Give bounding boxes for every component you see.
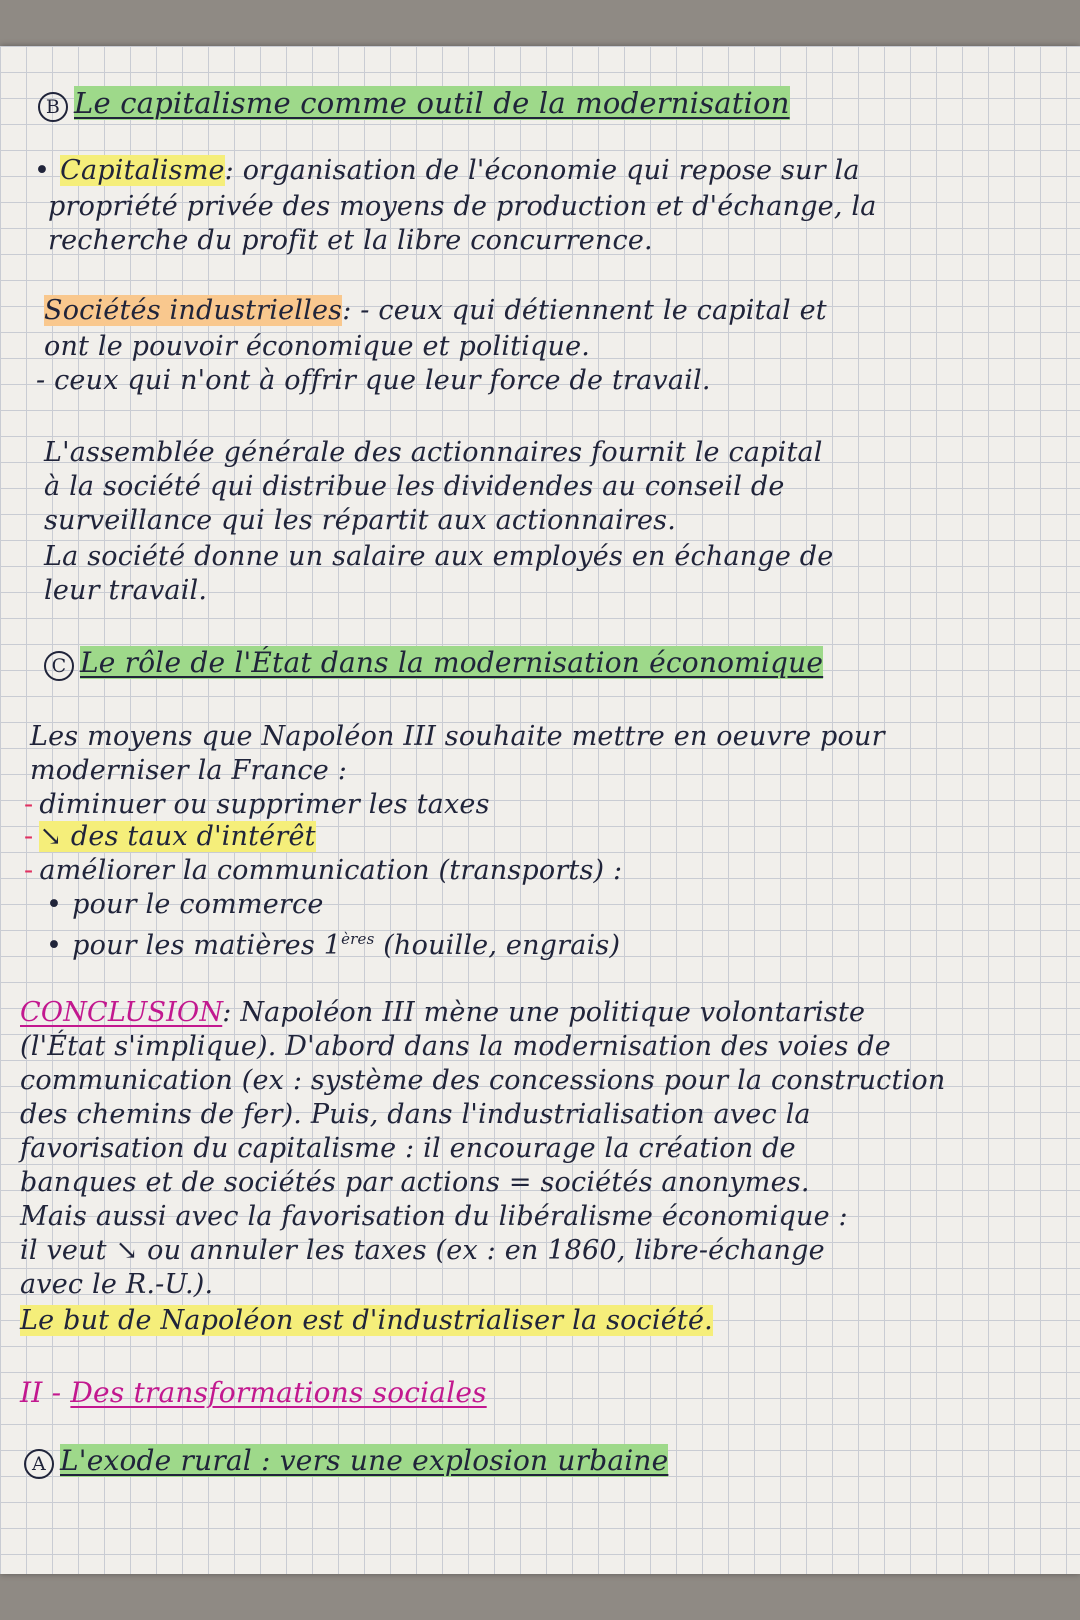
conclusion-label: CONCLUSION xyxy=(20,997,223,1028)
assemblee-line-2: à la société qui distribue les dividendes au conseil de xyxy=(44,471,785,502)
capitalisme-line-3: recherche du profit et la libre concurrence. xyxy=(48,225,653,256)
societes-line-2: ont le pouvoir économique et politique. xyxy=(44,331,591,362)
conclusion-line-1: CONCLUSION: Napoléon III mène une politique volontariste xyxy=(20,997,866,1028)
moyens-item-2: - ↘ des taux d'intérêt xyxy=(24,821,316,852)
capitalisme-line-1: • Capitalisme: organisation de l'économie qui repose sur la xyxy=(34,155,860,186)
moyens-intro-2: moderniser la France : xyxy=(30,755,347,786)
conclusion-line-10: Le but de Napoléon est d'industrialiser la société. xyxy=(20,1305,713,1336)
moyens-sub-1: • pour le commerce xyxy=(46,889,324,920)
capitalisme-line-2: propriété privée des moyens de production et d'échange, la xyxy=(48,191,877,222)
conclusion-line-9: avec le R.-U.). xyxy=(20,1269,214,1300)
conclusion-line-8: il veut ↘ ou annuler les taxes (ex : en 1860, libre-échange xyxy=(20,1235,825,1266)
section-b-heading xyxy=(38,86,790,122)
part-ii-title: Des transformations sociales xyxy=(70,1376,487,1409)
capitalisme-term: Capitalisme xyxy=(60,155,225,186)
conclusion-line-4: des chemins de fer). Puis, dans l'industrialisation avec la xyxy=(20,1099,811,1130)
conclusion-line-6: banques et de sociétés par actions = sociétés anonymes. xyxy=(20,1167,810,1198)
section-a-title: L'exode rural : vers une explosion urbaine xyxy=(60,1444,669,1477)
section-c-title: Le rôle de l'État dans la modernisation économique xyxy=(80,646,824,679)
section-a-heading xyxy=(24,1444,668,1479)
societes-line-1: Sociétés industrielles: - ceux qui détiennent le capital et xyxy=(44,295,827,326)
conclusion-line-7: Mais aussi avec la favorisation du libéralisme économique : xyxy=(20,1201,848,1232)
moyens-item-3: - améliorer la communication (transports) : xyxy=(24,855,623,886)
assemblee-line-1: L'assemblée générale des actionnaires fournit le capital xyxy=(44,437,823,468)
section-c-heading xyxy=(44,646,823,681)
section-c-marker: C xyxy=(44,651,74,681)
conclusion-line-5: favorisation du capitalisme : il encourage la création de xyxy=(20,1133,796,1164)
societes-line-3: - ceux qui n'ont à offrir que leur force de travail. xyxy=(36,365,711,396)
moyens-sub-2: • pour les matières 1ères (houille, engrais) xyxy=(46,930,621,961)
assemblee-line-4: La société donne un salaire aux employés en échange de xyxy=(44,541,834,572)
part-ii-heading xyxy=(20,1376,487,1410)
conclusion-line-2: (l'État s'implique). D'abord dans la modernisation des voies de xyxy=(20,1031,891,1062)
moyens-item-1: - diminuer ou supprimer les taxes xyxy=(24,789,490,820)
societes-term: Sociétés industrielles xyxy=(44,295,343,326)
part-ii-marker: II - xyxy=(20,1376,62,1409)
moyens-intro-1: Les moyens que Napoléon III souhaite mettre en oeuvre pour xyxy=(30,721,885,752)
conclusion-line-3: communication (ex : système des concessions pour la construction xyxy=(20,1065,946,1096)
section-b-marker: B xyxy=(38,92,68,122)
section-a-marker: A xyxy=(24,1449,54,1479)
assemblee-line-3: surveillance qui les répartit aux actionnaires. xyxy=(44,505,676,536)
section-b-title: Le capitalisme comme outil de la modernisation xyxy=(74,86,790,120)
assemblee-line-5: leur travail. xyxy=(44,575,208,606)
notebook-page xyxy=(0,46,1080,1574)
